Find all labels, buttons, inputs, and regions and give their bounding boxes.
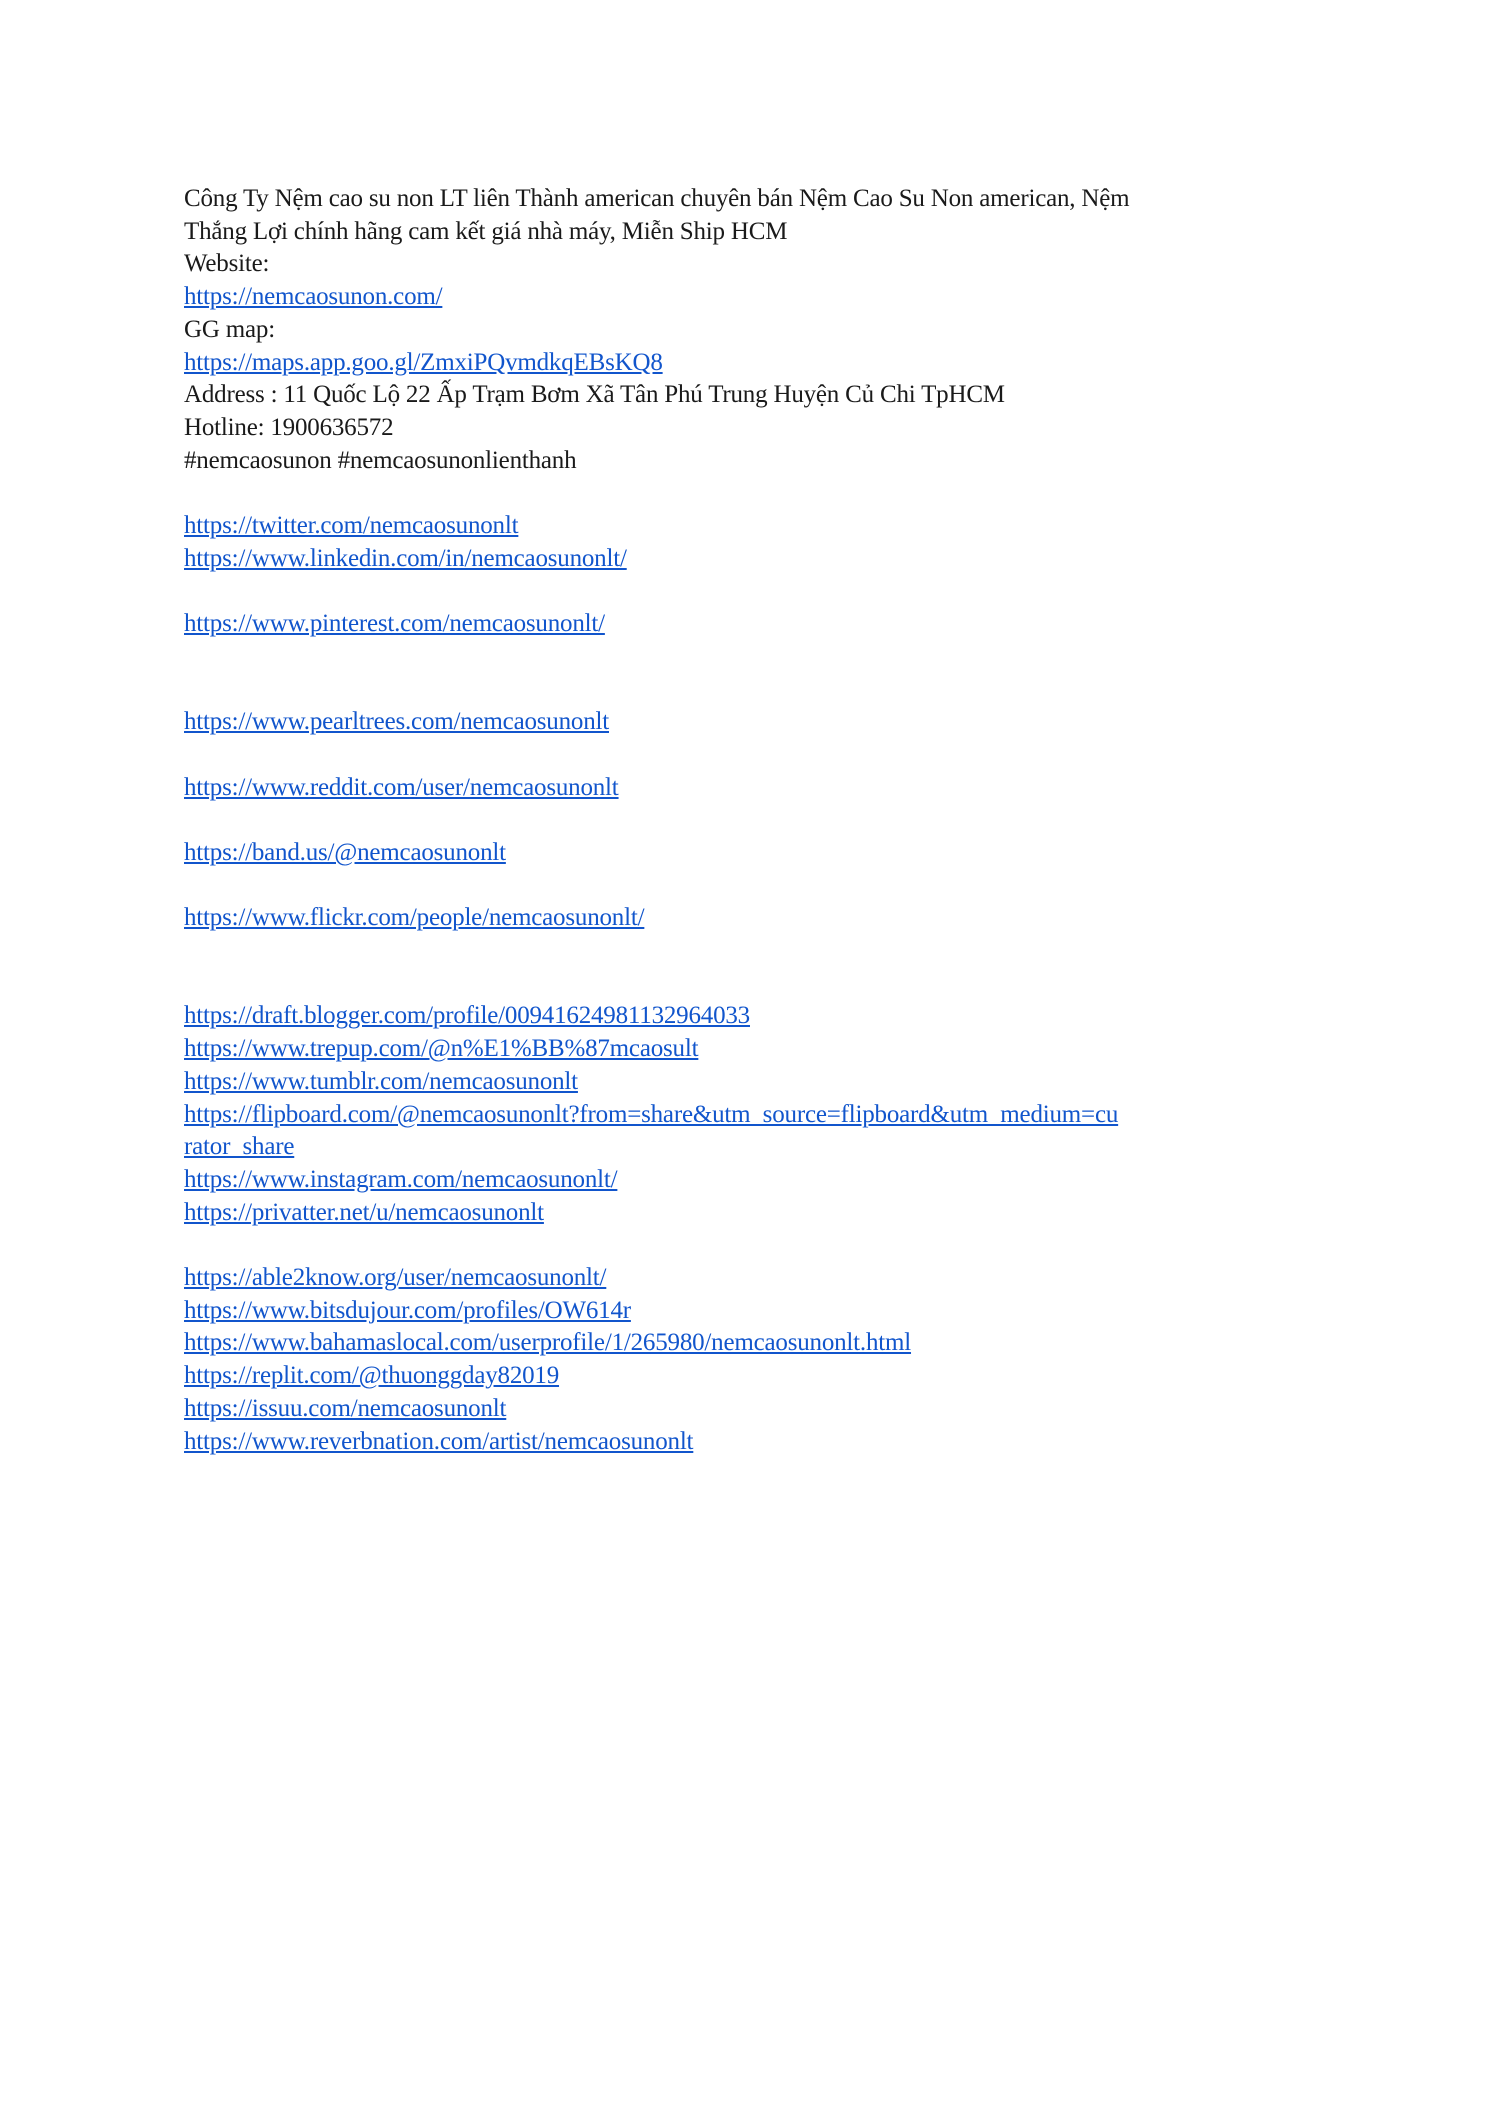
- reverbnation-link[interactable]: https://www.reverbnation.com/artist/nemcaosunonlt: [184, 1427, 694, 1455]
- twitter-link[interactable]: https://twitter.com/nemcaosunonlt: [184, 512, 519, 540]
- trepup-link[interactable]: https://www.trepup.com/@n%E1%BB%87mcaosult: [184, 1035, 699, 1063]
- website-label: Website:: [184, 250, 270, 278]
- band-link[interactable]: https://band.us/@nemcaosunonlt: [184, 838, 506, 866]
- instagram-link[interactable]: https://www.instagram.com/nemcaosunonlt/: [184, 1165, 618, 1193]
- pearltrees-link[interactable]: https://www.pearltrees.com/nemcaosunonlt: [184, 708, 609, 736]
- pinterest-link[interactable]: https://www.pinterest.com/nemcaosunonlt/: [184, 610, 605, 638]
- map-link[interactable]: https://maps.app.goo.gl/ZmxiPQvmdkqEBsKQ8: [184, 348, 663, 376]
- document-page: [184, 183, 1334, 1458]
- tumblr-link[interactable]: https://www.tumblr.com/nemcaosunonlt: [184, 1067, 578, 1095]
- flickr-link[interactable]: https://www.flickr.com/people/nemcaosunonlt/: [184, 904, 645, 932]
- issuu-link[interactable]: https://issuu.com/nemcaosunonlt: [184, 1394, 507, 1422]
- linkedin-link[interactable]: https://www.linkedin.com/in/nemcaosunonlt/: [184, 544, 627, 572]
- privatter-link[interactable]: https://privatter.net/u/nemcaosunonlt: [184, 1198, 544, 1226]
- reddit-link[interactable]: https://www.reddit.com/user/nemcaosunonlt: [184, 773, 619, 801]
- blogger-link[interactable]: https://draft.blogger.com/profile/00941624981132964033: [184, 1002, 750, 1030]
- bahamaslocal-link[interactable]: https://www.bahamaslocal.com/userprofile/1/265980/nemcaosunonlt.html: [184, 1329, 912, 1357]
- intro-line-2: Thắng Lợi chính hãng cam kết giá nhà máy, Miễn Ship HCM: [184, 217, 788, 245]
- able2know-link[interactable]: https://able2know.org/user/nemcaosunonlt/: [184, 1264, 607, 1292]
- intro-line-1: Công Ty Nệm cao su non LT liên Thành american chuyên bán Nệm Cao Su Non american, Nệm: [184, 185, 1130, 212]
- flipboard-link[interactable]: https://flipboard.com/@nemcaosunonlt?from=share&utm_source=flipboard&utm_medium=cu: [184, 1100, 1119, 1128]
- bitsdujour-link[interactable]: https://www.bitsdujour.com/profiles/OW614r: [184, 1296, 631, 1324]
- map-label: GG map:: [184, 315, 275, 343]
- flipboard-link-continued[interactable]: rator_share: [184, 1133, 295, 1161]
- hotline: Hotline: 1900636572: [184, 413, 394, 441]
- address: Address : 11 Quốc Lộ 22 Ấp Trạm Bơm Xã Tân Phú Trung Huyện Củ Chi TpHCM: [184, 381, 1005, 409]
- replit-link[interactable]: https://replit.com/@thuonggday82019: [184, 1362, 560, 1390]
- website-link[interactable]: https://nemcaosunon.com/: [184, 283, 443, 311]
- hashtags: #nemcaosunon #nemcaosunonlienthanh: [184, 446, 577, 474]
